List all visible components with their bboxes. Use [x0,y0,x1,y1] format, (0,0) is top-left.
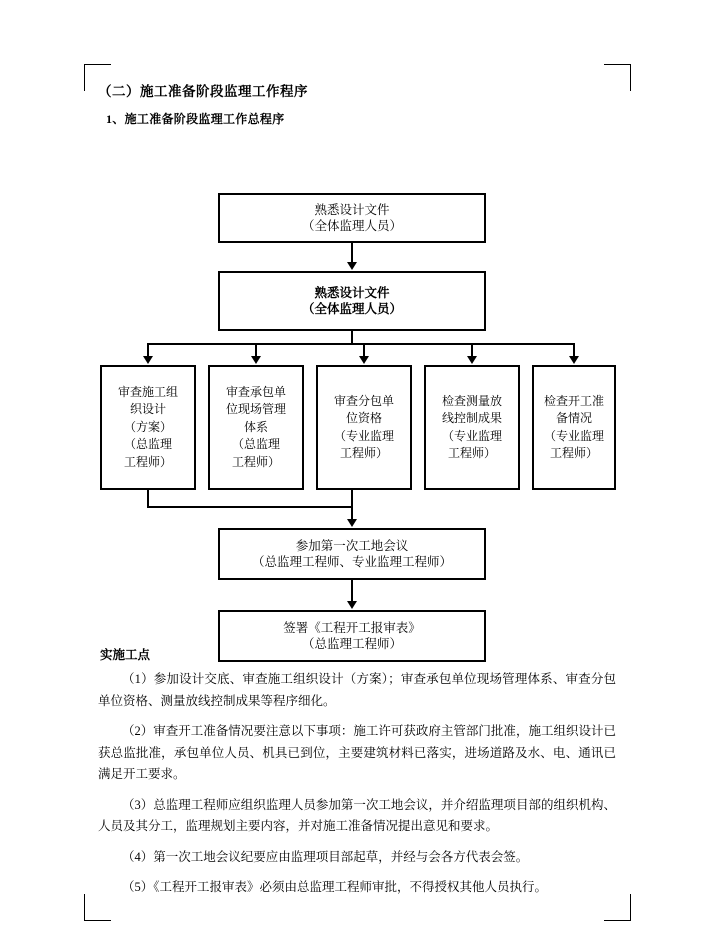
flow-node-line: 体系 [243,419,268,434]
flow-node-line: 织设计 [129,402,166,417]
flow-node-line: 熟悉设计文件 [314,285,390,300]
flow-node-check-survey-setting-out [424,365,520,490]
connector-line [471,343,473,357]
flow-node-line: （专业监理 [441,428,502,443]
connector-bus [147,506,353,508]
flow-node-familiarize-design-1 [218,193,486,243]
flow-node-line: 审查分包单 [333,393,394,408]
body-paragraph-1: （1）参加设计交底、审查施工组织设计（方案）；审查承包单位现场管理体系、审查分包单位资格、测量放线控制成果等程序细化。 [98,672,616,708]
connector-arrow [569,356,579,364]
connector-line [351,490,353,520]
connector-line [363,343,365,357]
flow-node-line: 工程师） [123,454,172,469]
connector-line [255,343,257,357]
connector-arrow [143,356,153,364]
connector-bus [147,343,575,345]
flow-node-first-site-meeting [218,528,486,580]
section-subtitle: 1、施工准备阶段监理工作总程序 [106,112,285,126]
flow-node-line: （总监理 [231,437,280,452]
flow-node-line: 检查测量放 [441,393,502,408]
page-title: （二）施工准备阶段监理工作程序 [98,84,308,99]
flow-node-sign-commencement-report [218,610,486,662]
flow-node-line: 签署《工程开工报审表》 [283,620,421,635]
flow-node-line: 线控制成果 [441,411,502,426]
flow-node-line: （全体监理人员） [301,302,402,316]
flow-node-familiarize-design-2 [218,271,486,331]
flow-node-line: 审查承包单 [225,385,286,400]
flow-node-line: （总监理工程师） [301,637,402,651]
flow-node-line: 工程师） [447,445,496,460]
body-paragraph-5: （5）《工程开工报审表》必须由总监理工程师审批，不得授权其他人员执行。 [122,880,548,894]
flow-node-line: 工程师） [549,445,598,460]
flow-node-line: 检查开工准 [543,393,604,408]
flow-node-line: （方案） [123,419,172,434]
connector-arrow [467,356,477,364]
flow-node-line: 工程师） [231,454,280,469]
flow-node-line: （总监理工程师、专业监理工程师） [251,555,452,569]
body-paragraph-4: （4）第一次工地会议纪要应由监理项目部起草，并经与会各方代表会签。 [122,849,529,864]
flow-node-line: 参加第一次工地会议 [295,538,409,553]
flow-node-line: （专业监理 [333,428,394,443]
flow-node-line: 审查施工组 [117,385,178,400]
connector-arrow [347,262,357,270]
body-paragraph-3: （3）总监理工程师应组织监理人员参加第一次工地会议，并介绍监理项目部的组织机构、人员及其分工，监理规划主要内容，并对施工准备情况提出意见和要求。 [98,797,616,833]
connector-line [573,343,575,357]
connector-line [351,243,353,263]
connector-arrow [359,356,369,364]
body-paragraph-2: （2）审查开工准备情况要注意以下事项：施工许可获政府主管部门批准，施工组织设计已获总监批准，承包单位人员、机具已到位，主要建筑材料已落实，进场道路及水、电、通讯已满足开工要求。 [98,724,616,781]
connector-arrow [347,601,357,609]
flow-node-review-construction-org-design [100,365,196,490]
connector-line [147,343,149,357]
flow-node-check-start-work-readiness [532,365,616,490]
flow-node-line: （专业监理 [543,428,604,443]
connector-arrow [347,519,357,527]
flow-node-line: 位现场管理 [225,402,286,417]
connector-line [351,580,353,602]
key-points-title: 实施工点 [100,648,151,662]
flow-node-review-contractor-site-management [208,365,304,490]
flow-node-line: 熟悉设计文件 [314,202,390,217]
flow-node-line: 工程师） [339,445,388,460]
flow-node-review-subcontractor-qualification [316,365,412,490]
document-content [98,80,616,908]
flow-node-line: 位资格 [345,411,382,426]
flow-node-line: 备情况 [555,411,592,426]
flow-node-line: （全体监理人员） [301,219,402,233]
connector-arrow [251,356,261,364]
flow-chart [98,133,616,651]
flow-node-line: （总监理 [123,437,172,452]
